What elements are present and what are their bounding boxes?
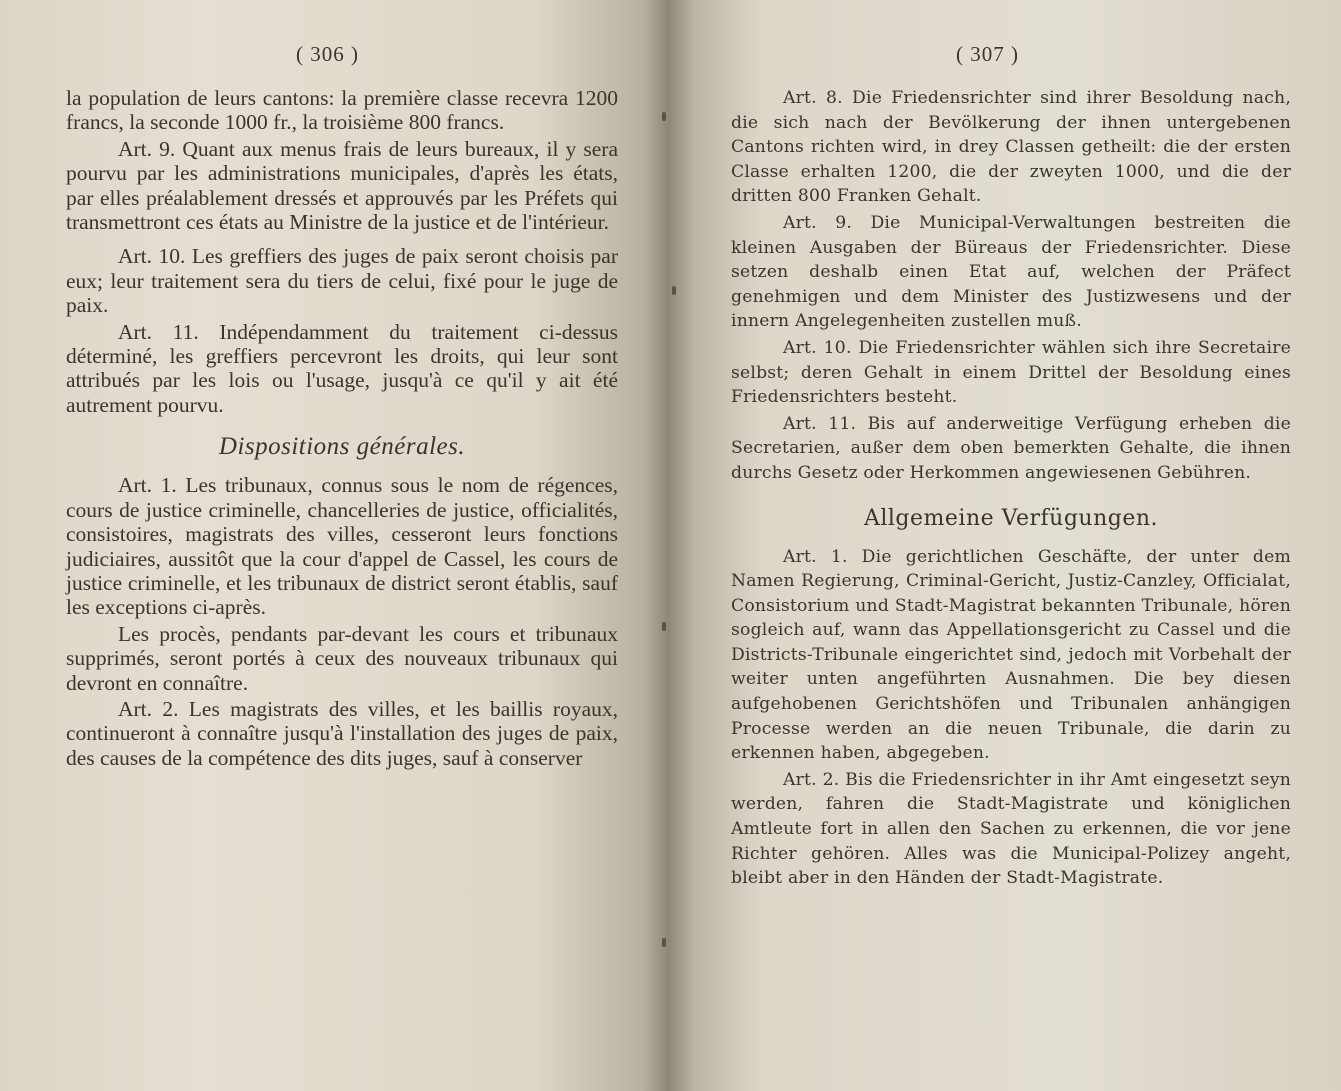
paragraph: Les procès, pendants par-devant les cours et tribunaux supprimés, seront portés à ceux des nouveaux tribunaux qui devront en connaître. [66, 621, 618, 695]
paragraph: Art. 1. Les tribunaux, connus sous le nom de régences, cours de justice criminelle, chancelleries de justice, officialités, consistoires, magistrats des villes, cesseront leurs fonctions judiciaires, aussitôt que la cour d'appel de Cassel, les cours de justice criminelle, et les tribunaux de district seront établis, sauf les exceptions ci-après. [66, 473, 618, 620]
section-heading: Dispositions générales. [218, 433, 466, 461]
german-text [731, 86, 1291, 891]
paragraph: Art. 10. Les greffiers des juges de paix seront choisis par eux; leur traitement sera du tiers de celui, fixé pour le juge de paix. [66, 244, 618, 318]
paragraph: Art. 11. Bis auf anderweitige Verfügung erheben die Secretarien, außer dem oben bemerkten Gehalte, die ihnen durchs Gesetz oder Herkommen angewiesenen Gebühren. [731, 413, 1291, 483]
paragraph: Art. 1. Die gerichtlichen Geschäfte, der unter dem Namen Regierung, Criminal-Gericht, Justiz-Canzley, Officialat, Consistorium und Stadt-Magistrat bekannten Tribunale, hören sogleich auf, wann das Appellationsgericht zu Cassel und die Districts-Tribunale eingerichtet sind, jedoch mit Vorbehalt der weiter unten angeführten Ausnahmen. Die bey diesen aufgehobenen Gerichtshöfen und Tribunalen anhängigen Processe werden an die neuen Tribunale, die darin zu erkennen haben, abgegeben. [731, 546, 1291, 764]
paragraph: Art. 11. Indépendamment du traitement ci-dessus déterminé, les greffiers percevront les droits, qui leur sont attribués par les lois ou l'usage, jusqu'à ce qu'il y ait été autrement pourvu. [66, 319, 618, 417]
french-text [66, 86, 618, 770]
gutter-mark [672, 286, 676, 295]
paragraph: Art. 2. Les magistrats des villes, et les baillis royaux, continueront à connaître jusqu'à l'installation des juges de paix, des causes de la compétence des dits juges, sauf à conserver [66, 696, 618, 770]
page-number: ( 306 ) [296, 42, 359, 66]
paragraph: Art. 10. Die Friedensrichter wählen sich ihre Secretaire selbst; deren Gehalt in einem Drittel der Besoldung eines Friedensrichters besteht. [731, 337, 1291, 408]
left-page [0, 0, 668, 1091]
paragraph: Art. 9. Quant aux menus frais de leurs bureaux, il y sera pourvu par les administrations municipales, d'après les états, par elles préalablement dressés et approuvés par les Préfets qui transmettront ces états au Ministre de la justice et de l'intérieur. [66, 136, 618, 235]
gutter-mark [662, 938, 666, 947]
gutter-mark [662, 622, 666, 631]
paragraph: Art. 9. Die Municipal-Verwaltungen bestreiten die kleinen Ausgaben der Büreaus der Friedensrichter. Diese setzen deshalb einen Etat auf, welchen der Präfect genehmigen und dem Minister des Justizwesens und der innern Angelegenheiten zustellen muß. [731, 212, 1291, 332]
paragraph: Art. 2. Bis die Friedensrichter in ihr Amt eingesetzt seyn werden, fahren die Stadt-Magistrate und königlichen Amtleute fort in allen den Sachen zu erkennen, die vor jene Richter gehören. Alles was die Municipal-Polizey angeht, bleibt aber in den Händen der Stadt-Magistrate. [731, 769, 1291, 889]
right-page [668, 0, 1341, 1091]
paragraph: la population de leurs cantons: la première classe recevra 1200 francs, la seconde 1000 fr., la troisième 800 francs. [66, 86, 618, 135]
gutter-mark [662, 112, 666, 121]
page-number: ( 307 ) [956, 42, 1019, 66]
section-heading: Allgemeine Verfügungen. [863, 505, 1159, 531]
paragraph: Art. 8. Die Friedensrichter sind ihrer Besoldung nach, die sich nach der Bevölkerung der ihnen untergebenen Cantons richten wird, in drey Classen getheilt: die der ersten Classe erhalten 1200, die der zweyten 1000, und die der dritten 800 Franken Gehalt. [731, 88, 1291, 207]
